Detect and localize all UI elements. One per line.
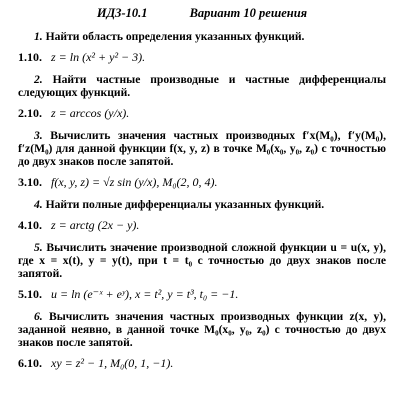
task-5-text: Вычислить значение производной сложной функции u = u(x, y), где x = x(t), y = y(t), при t = t₀ с точностью до двух знаков после запятой. <box>18 241 387 280</box>
problem-5-10-number: 5.10. <box>18 287 42 301</box>
document-header <box>18 4 386 22</box>
task-4 <box>18 198 386 232</box>
problem-1-10-number: 1.10. <box>18 50 42 64</box>
task-6-number: 6. <box>34 310 43 323</box>
task-4-statement <box>18 198 386 211</box>
task-3-text: Вычислить значения частных производных f′x(M₀), f′y(M₀), f′z(M₀) для данной функции f(x, y, z) в точке M₀(x₀, y₀, z₀) с точностью до двух знаков после запятой. <box>18 129 387 168</box>
task-3-number: 3. <box>34 129 43 142</box>
task-1-text: Найти область определения указанных функций. <box>45 30 305 43</box>
problem-4-10 <box>18 219 386 232</box>
task-6-statement <box>18 310 386 349</box>
problem-5-10 <box>18 288 386 301</box>
problem-3-10-number: 3.10. <box>18 175 42 189</box>
task-4-number: 4. <box>34 198 43 211</box>
task-6 <box>18 310 386 370</box>
problem-1-10-expression: z = ln (x² + y² − 3). <box>51 50 146 64</box>
problem-5-10-expression: u = ln (e⁻ˣ + eʸ), x = t², y = t³, t₀ = −1. <box>51 287 239 301</box>
task-2-number: 2. <box>34 73 43 86</box>
problem-4-10-number: 4.10. <box>18 218 42 232</box>
task-5-number: 5. <box>34 241 43 254</box>
task-1 <box>18 30 386 64</box>
problem-4-10-expression: z = arctg (2x − y). <box>51 218 140 232</box>
task-6-text: Вычислить значения частных производных функции z(x, y), заданной неявно, в данной точке M₀(x₀, y₀, z₀) с точностью до двух знаков после запятой. <box>18 310 386 349</box>
task-3-statement <box>18 129 386 168</box>
task-5-statement <box>18 241 386 280</box>
task-2-text: Найти частные производные и частные дифференциалы следующих функций. <box>18 73 386 99</box>
task-1-number: 1. <box>34 30 43 43</box>
problem-6-10-expression: xy = z² − 1, M₀(0, 1, −1). <box>51 356 174 370</box>
assignment-code: ИДЗ-10.1 <box>96 6 148 20</box>
task-3 <box>18 129 386 189</box>
task-4-text: Найти полные дифференциалы указанных функций. <box>45 198 325 211</box>
task-2-statement <box>18 73 386 99</box>
task-1-statement <box>18 30 386 43</box>
variant-title: Вариант 10 решения <box>189 6 308 20</box>
problem-2-10-number: 2.10. <box>18 106 42 120</box>
problem-6-10 <box>18 357 386 370</box>
task-5 <box>18 241 386 301</box>
problem-2-10 <box>18 107 386 120</box>
task-2 <box>18 73 386 120</box>
problem-1-10 <box>18 51 386 64</box>
problem-3-10 <box>18 176 386 189</box>
problem-6-10-number: 6.10. <box>18 356 42 370</box>
problem-3-10-expression: f(x, y, z) = √z sin (y/x), M₀(2, 0, 4). <box>51 175 218 189</box>
problem-2-10-expression: z = arccos (y/x). <box>51 106 130 120</box>
